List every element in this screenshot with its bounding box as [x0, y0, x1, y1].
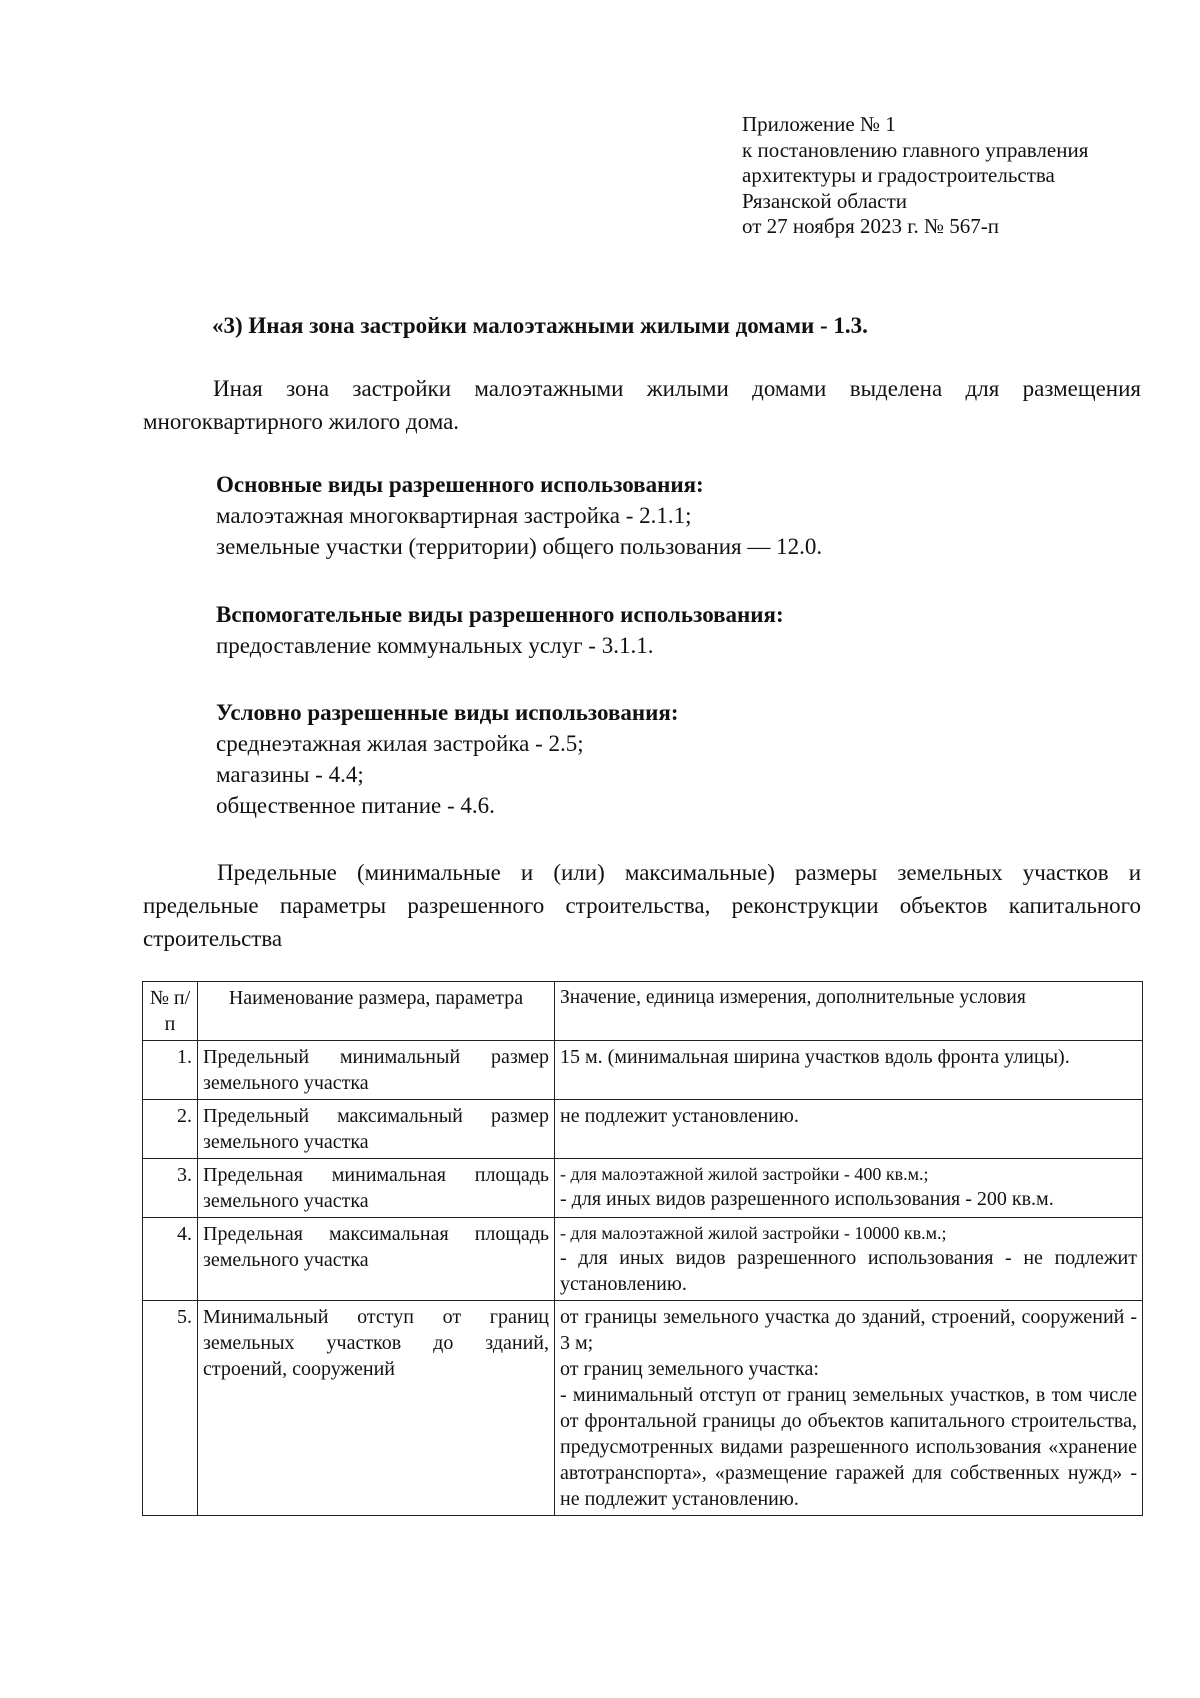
- table-header-row: [143, 982, 1143, 1041]
- table-row: [143, 1218, 1143, 1301]
- aux-uses-section: [216, 599, 784, 661]
- aux-uses-item: предоставление коммунальных услуг - 3.1.1.: [216, 633, 654, 658]
- row-value: [555, 1301, 1143, 1516]
- main-uses-section: [216, 469, 822, 562]
- row-name: Предельный минимальный размер земельного участка: [198, 1041, 555, 1100]
- aux-uses-title: Вспомогательные виды разрешенного использования:: [216, 602, 784, 627]
- row-name: Предельный максимальный размер земельного участка: [198, 1100, 555, 1159]
- row-name: Минимальный отступ от границ земельных участков до зданий, строений, сооружений: [198, 1301, 555, 1516]
- row-num: 2.: [143, 1100, 198, 1159]
- row-value-line: - минимальный отступ от границ земельных участков, в том числе от фронтальной границы до объектов капитального строительства, предусмотренных видами разрешенного использования «хранение автотранспорта», «размещение гаражей для собственных нужд» - не подлежит установлению.: [560, 1384, 1137, 1510]
- main-uses-item: земельные участки (территории) общего пользования — 12.0.: [216, 534, 823, 559]
- header-value: Значение, единица измерения, дополнительные условия: [555, 982, 1143, 1041]
- intro-text: Иная зона застройки малоэтажными жилыми домами выделена для размещения многоквартирного жилого дома.: [143, 376, 1141, 434]
- intro-paragraph: [143, 372, 1141, 438]
- row-value: [555, 1218, 1143, 1301]
- row-value: [555, 1041, 1143, 1100]
- table-row: [143, 1159, 1143, 1218]
- row-num: 3.: [143, 1159, 198, 1218]
- header-num: № п/п: [143, 982, 198, 1041]
- header-name: Наименование размера, параметра: [198, 982, 555, 1041]
- row-value-line: - для малоэтажной жилой застройки - 10000 кв.м.;: [560, 1223, 947, 1243]
- appendix-line: Приложение № 1: [742, 112, 896, 136]
- row-value-line: 15 м. (минимальная ширина участков вдоль фронта улицы).: [560, 1046, 1070, 1068]
- conditional-uses-title: Условно разрешенные виды использования:: [216, 700, 679, 725]
- row-value: [555, 1159, 1143, 1218]
- conditional-uses-item: общественное питание - 4.6.: [216, 793, 495, 818]
- appendix-line: архитектуры и градостроительства: [742, 163, 1055, 187]
- appendix-line: от 27 ноября 2023 г. № 567-п: [742, 214, 1000, 238]
- row-value-line: от границ земельного участка:: [560, 1358, 819, 1380]
- appendix-block: [742, 112, 1088, 240]
- row-value-line: от границы земельного участка до зданий, строений, сооружений - 3 м;: [560, 1306, 1137, 1354]
- main-uses-title: Основные виды разрешенного использования:: [216, 472, 704, 497]
- row-num: 5.: [143, 1301, 198, 1516]
- row-value-line: - для иных видов разрешенного использования - 200 кв.м.: [560, 1188, 1054, 1210]
- limits-text: Предельные (минимальные и (или) максимальные) размеры земельных участков и предельные параметры разрешенного строительства, реконструкции объектов капитального строительства: [143, 860, 1141, 951]
- row-value-line: не подлежит установлению.: [560, 1105, 799, 1127]
- row-name: Предельная минимальная площадь земельного участка: [198, 1159, 555, 1218]
- conditional-uses-section: [216, 697, 679, 821]
- table-row: [143, 1301, 1143, 1516]
- row-num: 4.: [143, 1218, 198, 1301]
- row-value-line: - для малоэтажной жилой застройки - 400 кв.м.;: [560, 1164, 929, 1184]
- appendix-line: Рязанской области: [742, 188, 908, 213]
- table-row: [143, 1100, 1143, 1159]
- row-num: 1.: [143, 1041, 198, 1100]
- row-value-line: - для иных видов разрешенного использования - не подлежит установлению.: [560, 1247, 1137, 1295]
- conditional-uses-item: среднеэтажная жилая застройка - 2.5;: [216, 731, 584, 756]
- zone-heading: «3) Иная зона застройки малоэтажными жилыми домами - 1.3.: [212, 313, 868, 338]
- parameters-table: [142, 981, 1143, 1516]
- conditional-uses-item: магазины - 4.4;: [216, 762, 364, 787]
- row-name: Предельная максимальная площадь земельного участка: [198, 1218, 555, 1301]
- table-row: [143, 1041, 1143, 1100]
- main-uses-item: малоэтажная многоквартирная застройка - 2.1.1;: [216, 503, 692, 528]
- appendix-line: к постановлению главного управления: [742, 137, 1089, 162]
- row-value: [555, 1100, 1143, 1159]
- limits-paragraph: [143, 856, 1141, 955]
